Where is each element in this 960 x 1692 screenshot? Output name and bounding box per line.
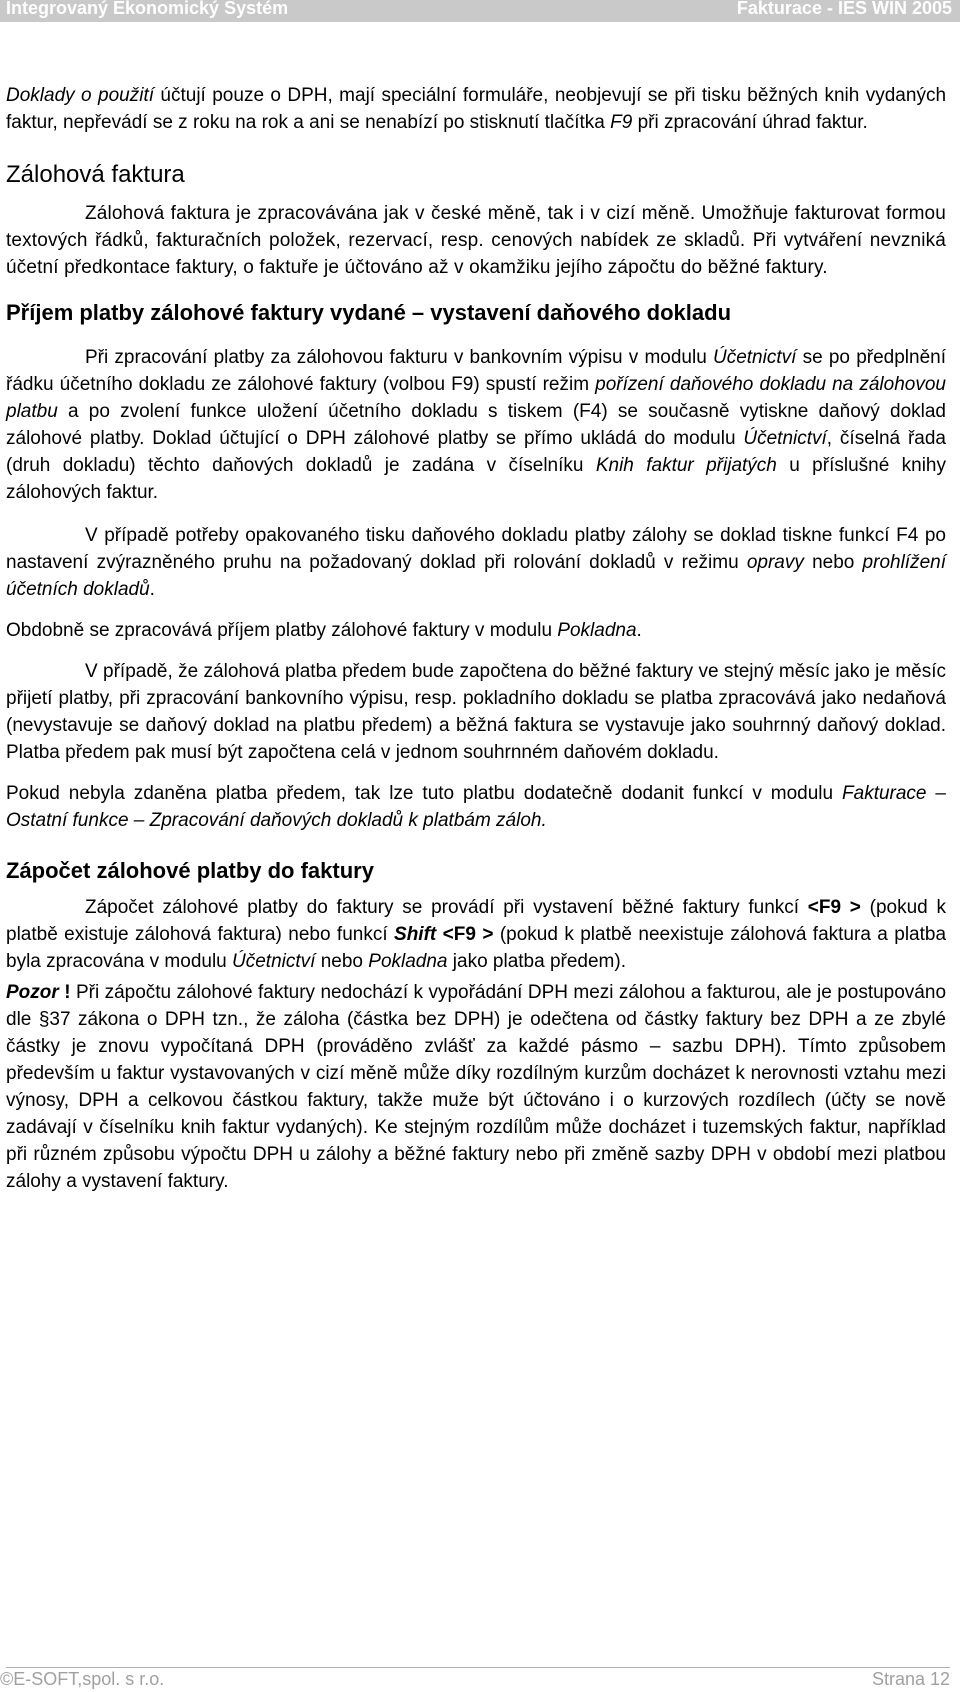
prijem-p3-term-1: Pokladna (557, 620, 637, 641)
footer-divider (6, 1667, 950, 1668)
document-body (6, 82, 946, 1195)
prijem-p1-text-4: , číselná řada (druh dokladu) těchto daňových dokladů je zadána v číselníku (6, 428, 946, 476)
prijem-paragraph-2 (6, 522, 946, 603)
prijem-p2-text-2: nebo (803, 552, 863, 573)
zapocet-p1-text-2: (pokud k platbě existuje zálohová faktura) nebo funkcí (6, 897, 946, 945)
prijem-p2-term-2: prohlížení účetních dokladů (6, 552, 946, 600)
prijem-p2-text-1: V případě potřeby opakovaného tisku daňového dokladu platby zálohy se doklad tiskne funkcí F4 po nastavení zvýrazněného pruhu na požadovaný doklad při rolování dokladů v režimu (6, 525, 946, 573)
prijem-p3-text-1: Obdobně se zpracovává příjem platby zálohové faktury v modulu (6, 620, 558, 641)
prijem-p1-term-1: Účetnictví (712, 347, 797, 368)
prijem-p1-text-2: se po předplnění řádku účetního dokladu ze zálohové faktury (volbou F9) spustí režim (6, 347, 946, 395)
zapocet-p1-term-1: Účetnictví (232, 951, 316, 972)
page-footer (0, 1669, 960, 1692)
f9-key-term: F9 (610, 112, 633, 133)
zapocet-p1-text-3: (pokud k platbě neexistuje zálohová faktura a platba byla zpracována v modulu (6, 924, 947, 972)
prijem-p5-text-1: Pokud nebyla zdaněna platba předem, tak lze tuto platbu dodatečně dodanit funkcí v modulu (6, 783, 843, 804)
f9-key-label: <F9 > (807, 897, 861, 918)
doklady-text-2: při zpracování úhrad faktur. (632, 112, 868, 133)
zapocet-p1-text-1: Zápočet zálohové platby do faktury se provádí při vystavení běžné faktury funkcí (85, 897, 808, 918)
page-header (0, 0, 960, 22)
prijem-p1-text-5: u příslušné knihy zálohových faktur. (6, 455, 947, 503)
zapocet-p1-text-5: jako platba předem). (447, 951, 626, 972)
prijem-paragraph-3 (6, 617, 946, 644)
zapocet-paragraph-1 (6, 894, 946, 975)
prijem-p1-text-1: Při zpracování platby za zálohovou fakturu v bankovním výpisu v modulu (85, 347, 713, 368)
zapocet-paragraph-2 (6, 979, 946, 1195)
prijem-p1-term-4: Knih faktur přijatých (595, 455, 777, 476)
prijem-p1-text-3: a po zvolení funkce uložení účetního dokladu s tiskem (F4) se současně vytiskne daňový doklad zálohové platby. Doklad účtující o DPH zálohové platby se přímo ukládá do modulu (6, 401, 946, 449)
header-module-name: Fakturace - IES WIN 2005 (736, 0, 952, 18)
prijem-paragraph-1 (6, 344, 946, 506)
doklady-text-1: účtují pouze o DPH, mají speciální formuláře, neobjevují se při tisku běžných knih vydaných faktur, nepřevádí se z roku na rok a ani se nenabízí po stisknutí tlačítka (6, 85, 947, 133)
warning-mark: ! (58, 982, 71, 1003)
prijem-paragraph-5 (6, 780, 946, 834)
shift-key-label: Shift (394, 924, 437, 945)
footer-page-number: Strana 12 (871, 1669, 950, 1689)
doklady-term: Doklady o použití (6, 85, 155, 106)
zalohova-heading: Zálohová faktura (6, 161, 185, 188)
prijem-heading: Příjem platby zálohové faktury vydané – vystavení daňového dokladu (6, 300, 732, 325)
prijem-p1-term-3: Účetnictví (743, 428, 827, 449)
warning-label: Pozor (6, 982, 59, 1003)
zalohova-paragraph: Zálohová faktura je zpracovávána jak v české měně, tak i v cizí měně. Umožňuje fakturovat formou textových řádků, fakturačních položek, rezervací, resp. cenových nabídek ze skladů. Při vytváření nevzniká účetní předkontace faktury, o faktuře je účtováno až v okamžiku jejího zápočtu do běžné faktury. (6, 203, 946, 278)
zapocet-p2-text: Při zápočtu zálohové faktury nedochází k vypořádání DPH mezi zálohou a fakturou, ale je postupováno dle §37 zákona o DPH tzn., že záloha (částka bez DPH) je odečtena od částky faktury bez DPH a ze zbylé částky je znovu vypočítaná DPH (prováděno zvlášť za každé pásmo – sazbu DPH). Tímto způsobem především u faktur vystavovaných v cizí měně může díky rozdílným kurzům docházet k nerovnosti vztahu mezi výnosy, DPH a celkovou částkou faktury, takže muže být účtováno i o kurzových rozdílech (účty se nově zadávají v číselníku knih faktur vydaných). Ke stejným rozdílům může docházet i tuzemských faktur, například při různém způsobu výpočtu DPH u zálohy a běžné faktury nebo při změně sazby DPH v období mezi platbou zálohy a vystavení faktury. (6, 982, 947, 1192)
prijem-p1-term-2: pořízení daňového dokladu na zálohovou platbu (6, 374, 946, 422)
footer-copyright: ©E-SOFT,spol. s r.o. (0, 1669, 165, 1689)
shift-f9-key-label: <F9 > (436, 924, 494, 945)
prijem-p5-term-1: Fakturace – Ostatní funkce – Zpracování daňových dokladů k platbám záloh. (6, 783, 946, 831)
header-product-name: Integrovaný Ekonomický Systém (6, 0, 289, 18)
prijem-p3-text-2: . (636, 620, 642, 641)
prijem-p2-text-3: . (149, 579, 155, 600)
prijem-paragraph-4: V případě, že zálohová platba předem bude započtena do běžné faktury ve stejný měsíc jako je měsíc přijetí platby, při zpracování bankovního výpisu, resp. pokladního dokladu se platba zpracovává jako nedaňová (nevystavuje se daňový doklad na platbu předem) a běžná faktura se vystavuje jako souhrnný daňový doklad. Platba předem pak musí být započtena celá v jednom souhrnném daňovém dokladu. (6, 661, 946, 763)
prijem-p2-term-1: opravy (746, 552, 804, 573)
zapocet-p1-text-4: nebo (315, 951, 369, 972)
zapocet-p1-term-2: Pokladna (368, 951, 448, 972)
zapocet-heading: Zápočet zálohové platby do faktury (6, 858, 374, 883)
doklady-paragraph (6, 82, 946, 136)
